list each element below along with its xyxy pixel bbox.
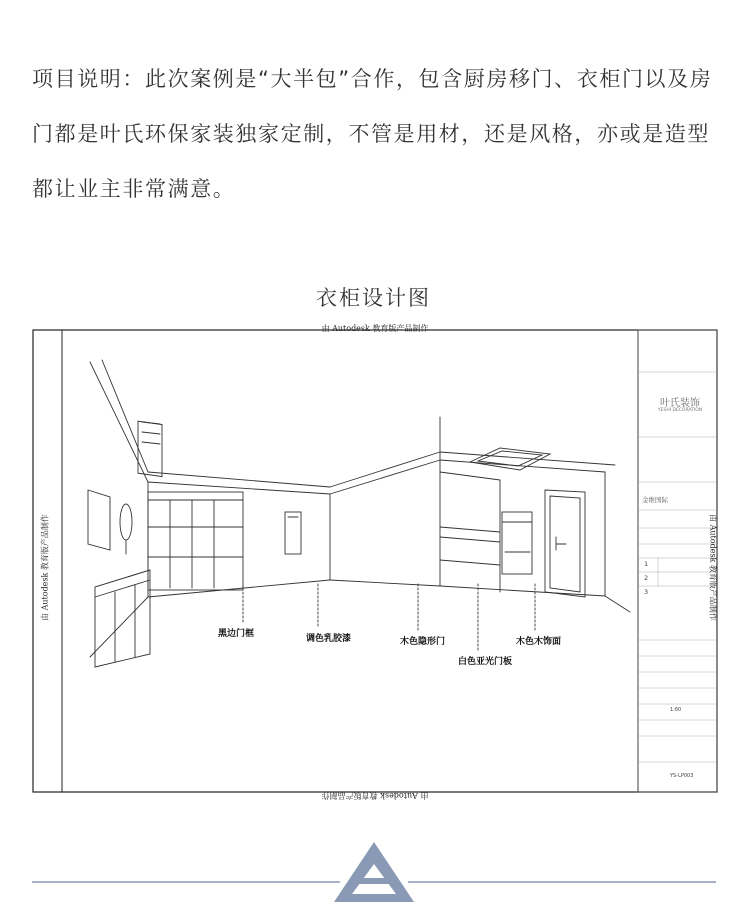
title-block-row-1: 1 — [644, 560, 649, 568]
title-block-row-2: 2 — [644, 574, 649, 582]
annotation-hidden-door: 木色隐形门 — [400, 637, 446, 647]
title-block-project: 金维国际 — [642, 496, 668, 504]
annotation-wood-wall: 木色木饰面 — [516, 637, 562, 647]
title-block-drawing-no: YS-LP003 — [670, 773, 694, 779]
annotation-glass-door: 白色亚光门板 — [458, 657, 513, 667]
title-block-scale: 1:60 — [670, 707, 682, 713]
watermark-left: 由 Autodesk 教育版产品制作 — [40, 514, 50, 621]
figure-title: 衣柜设计图 — [316, 286, 431, 310]
watermark-bottom: 由 Autodesk 教育版产品制作 — [321, 791, 429, 800]
watermark-right: 由 Autodesk 教育版产品制作 — [708, 514, 718, 621]
sketch-lines — [30, 322, 720, 810]
triangle-divider-icon — [0, 842, 747, 917]
annotation-latex-paint: 调色乳胶漆 — [306, 634, 352, 644]
title-block-company: 叶氏装饰 — [660, 398, 700, 409]
design-drawing — [30, 322, 720, 810]
title-block-company-en: YESHI DECORATION — [657, 408, 703, 413]
watermark-top: 由 Autodesk 教育版产品制作 — [321, 324, 429, 333]
title-block-row-3: 3 — [644, 588, 649, 596]
project-description: 项目说明：此次案例是“大半包”合作，包含厨房移门、衣柜门以及房门都是叶氏环保家装独家定制，不管是用材，还是风格，亦或是造型都让业主非常满意。 — [32, 67, 713, 201]
annotation-black-frame: 黑边门框 — [218, 629, 255, 639]
